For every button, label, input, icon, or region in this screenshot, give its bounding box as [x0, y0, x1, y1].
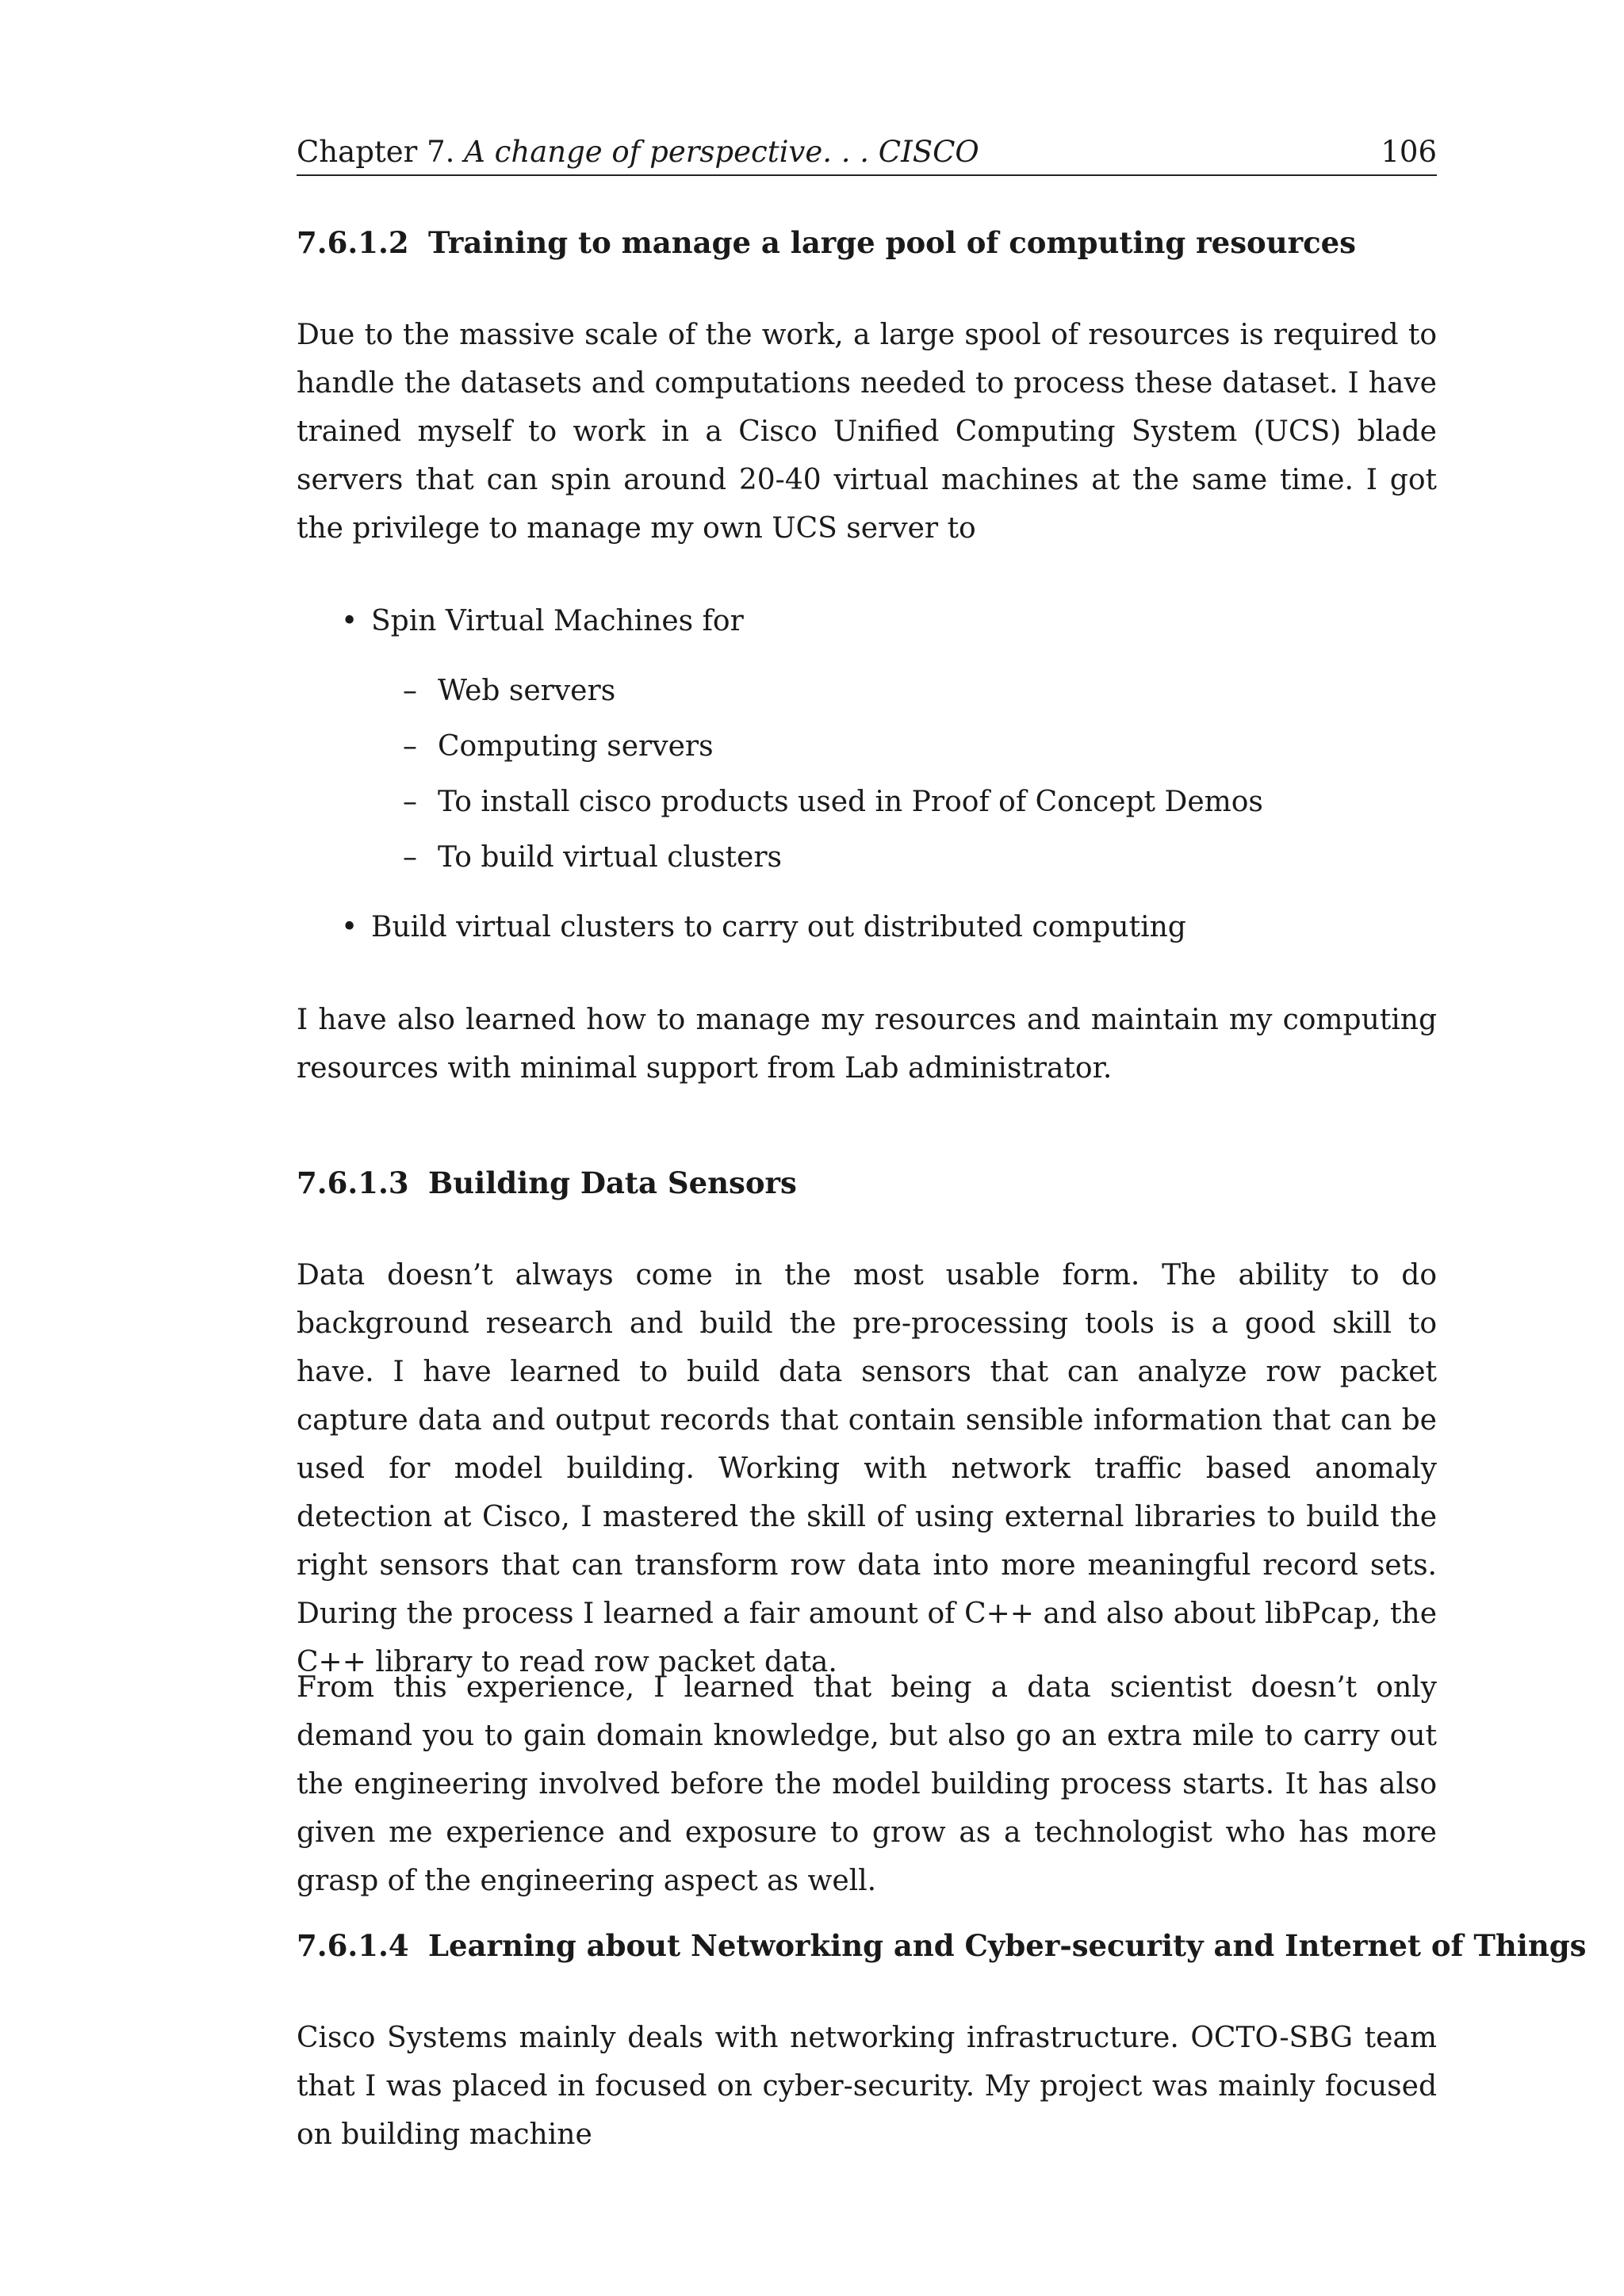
dash-marker: – [403, 786, 417, 818]
sub-bullet-item [403, 672, 615, 710]
bullet-marker: • [341, 605, 358, 637]
bullet-text: Spin Virtual Machines for [371, 605, 744, 637]
bullet-text: Build virtual clusters to carry out distributed computing [371, 911, 1186, 943]
paragraph: Cisco Systems mainly deals with networking infrastructure. OCTO-SBG team that I was placed in focused on cyber-security. My project was mainly focused on building machine [297, 2022, 1437, 2151]
sub-bullet-text: To install cisco products used in Proof of Concept Demos [438, 786, 1263, 818]
bullet-item [341, 603, 744, 641]
section-title: Learning about Networking and Cyber-security and Internet of Things [428, 1928, 1587, 1963]
bullet-item [341, 909, 1186, 947]
section-heading-7-6-1-3 [297, 1164, 797, 1202]
bullet-marker: • [341, 911, 358, 943]
section-number: 7.6.1.2 [297, 225, 409, 260]
dash-marker: – [403, 841, 417, 874]
sub-bullet-item [403, 839, 782, 877]
running-header [297, 133, 1437, 176]
sub-bullet-text: Web servers [438, 675, 616, 707]
section-heading-7-6-1-2 [297, 224, 1356, 262]
paragraph: I have also learned how to manage my resources and maintain my computing resources with minimal support from Lab administrator. [297, 1004, 1437, 1085]
paragraph: Data doesn’t always come in the most usable form. The ability to do background research and build the pre-processing tools is a good skill to have. I have learned to build data sensors that can analyze row packet capture data and output records that contain sensible information that can be used for model building. Working with network traffic based anomaly detection at Cisco, I mastered the skill of using external libraries to build the right sensors that can transform row data into more meaningful record sets. During the process I learned a fair amount of C++ and also about libPcap, the C++ library to read row packet data. [297, 1259, 1437, 1678]
paragraph: From this experience, I learned that being a data scientist doesn’t only demand you to gain domain knowledge, but also go an extra mile to carry out the engineering involved before the model building process starts. It has also given me experience and exposure to grow as a technologist who has more grasp of the engineering aspect as well. [297, 1671, 1437, 1897]
sub-bullet-text: Computing servers [438, 730, 714, 763]
header-chapter [297, 133, 979, 174]
section-title: Training to manage a large pool of computing resources [428, 225, 1356, 260]
chapter-title: A change of perspective. . . CISCO [464, 135, 979, 169]
section-number: 7.6.1.4 [297, 1928, 409, 1963]
section-heading-7-6-1-4 [297, 1927, 1586, 1965]
sub-bullet-text: To build virtual clusters [438, 841, 783, 874]
chapter-label: Chapter 7. [297, 135, 455, 169]
dash-marker: – [403, 675, 417, 707]
dash-marker: – [403, 730, 417, 763]
section-title: Building Data Sensors [428, 1165, 797, 1200]
paragraph: Due to the massive scale of the work, a large spool of resources is required to handle the datasets and computations needed to process these dataset. I have trained myself to work in a Cisco Unified Computing System (UCS) blade servers that can spin around 20-40 virtual machines at the same time. I got the privilege to manage my own UCS server to [297, 319, 1437, 545]
section-number: 7.6.1.3 [297, 1165, 409, 1200]
page-number: 106 [1381, 135, 1437, 169]
sub-bullet-item [403, 783, 1263, 821]
sub-bullet-item [403, 728, 714, 766]
